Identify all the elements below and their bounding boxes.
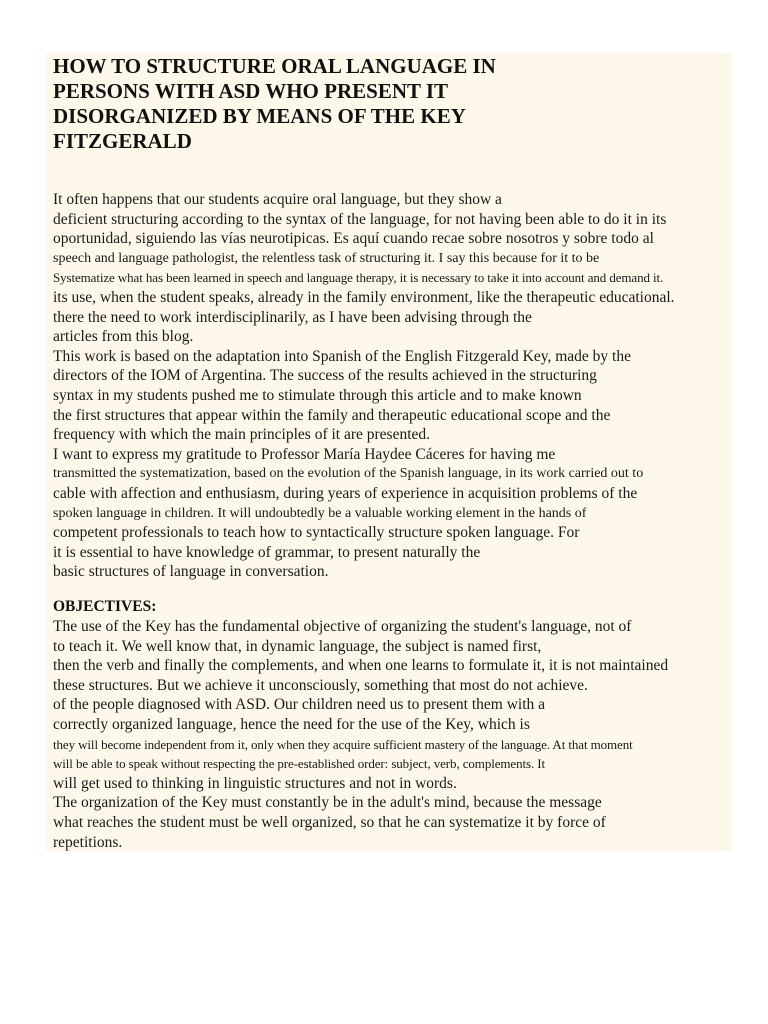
text-line: competent professionals to teach how to syntactically structure spoken language. For — [53, 524, 580, 542]
title-line: HOW TO STRUCTURE ORAL LANGUAGE IN — [53, 54, 496, 78]
text-line: of the people diagnosed with ASD. Our children need us to present them with a — [53, 696, 546, 714]
text-line: then the verb and finally the complements, and when one learns to formulate it, it is not maintained — [53, 657, 669, 675]
text-line: articles from this blog. — [53, 328, 194, 346]
text-line: spoken language in children. It will undoubtedly be a valuable working element in the hands of — [53, 505, 587, 521]
title-line: FITZGERALD — [53, 129, 192, 153]
title-line: PERSONS WITH ASD WHO PRESENT IT — [53, 79, 449, 103]
text-line: these structures. But we achieve it unconsciously, something that most do not achieve. — [53, 676, 588, 694]
text-line: syntax in my students pushed me to stimulate through this article and to make known — [53, 386, 582, 404]
objectives-heading: OBJECTIVES: — [53, 598, 157, 615]
text-line: directors of the IOM of Argentina. The success of the results achieved in the structuring — [53, 367, 597, 385]
text-line: basic structures of language in conversation. — [53, 563, 329, 581]
objectives-paragraphs — [53, 617, 753, 852]
text-line: what reaches the student must be well organized, so that he can systematize it by force of — [53, 813, 606, 831]
text-line: correctly organized language, hence the need for the use of the Key, which is — [53, 715, 530, 733]
text-line: It often happens that our students acquire oral language, but they show a — [53, 191, 502, 208]
text-line: it is essential to have knowledge of grammar, to present naturally the — [53, 543, 481, 561]
text-line: frequency with which the main principles of it are presented. — [53, 426, 431, 444]
text-line: they will become independent from it, only when they acquire sufficient mastery of the language. At that moment — [53, 736, 633, 752]
text-line: I want to express my gratitude to Professor María Haydee Cáceres for having me — [53, 445, 556, 463]
text-line: The use of the Key has the fundamental objective of organizing the student's language, not of — [53, 618, 632, 635]
text-line: This work is based on the adaptation into Spanish of the English Fitzgerald Key, made by the — [53, 347, 631, 365]
text-line: deficient structuring according to the syntax of the language, for not having been able to do it in its — [53, 210, 667, 228]
text-line: to teach it. We well know that, in dynamic language, the subject is named first, — [53, 637, 542, 655]
intro-paragraphs — [53, 190, 753, 582]
text-line: transmitted the systematization, based on the evolution of the Spanish language, in its work carried out to — [53, 466, 644, 482]
text-line: speech and language pathologist, the relentless task of structuring it. I say this because for it to be — [53, 250, 600, 266]
text-line: will get used to thinking in linguistic structures and not in words. — [53, 774, 457, 792]
text-line: will be able to speak without respecting the pre-established order: subject, verb, complements. It — [53, 756, 545, 772]
text-line: the first structures that appear within the family and therapeutic educational scope and the — [53, 406, 611, 424]
title-line: DISORGANIZED BY MEANS OF THE KEY — [53, 104, 466, 128]
text-line: repetitions. — [53, 833, 123, 851]
text-line: there the need to work interdisciplinarily, as I have been advising through the — [53, 308, 532, 326]
text-line: cable with affection and enthusiasm, during years of experience in acquisition problems of the — [53, 484, 638, 502]
text-line: Systematize what has been learned in speech and language therapy, it is necessary to take it into account and demand it. — [53, 270, 664, 286]
text-line: its use, when the student speaks, already in the family environment, like the therapeutic educational. — [53, 288, 675, 306]
document-title — [53, 54, 573, 154]
text-line: oportunidad, siguiendo las vías neurotipicas. Es aquí cuando recae sobre nosotros y sobre todo al — [53, 230, 654, 248]
text-line: The organization of the Key must constantly be in the adult's mind, because the message — [53, 794, 602, 812]
